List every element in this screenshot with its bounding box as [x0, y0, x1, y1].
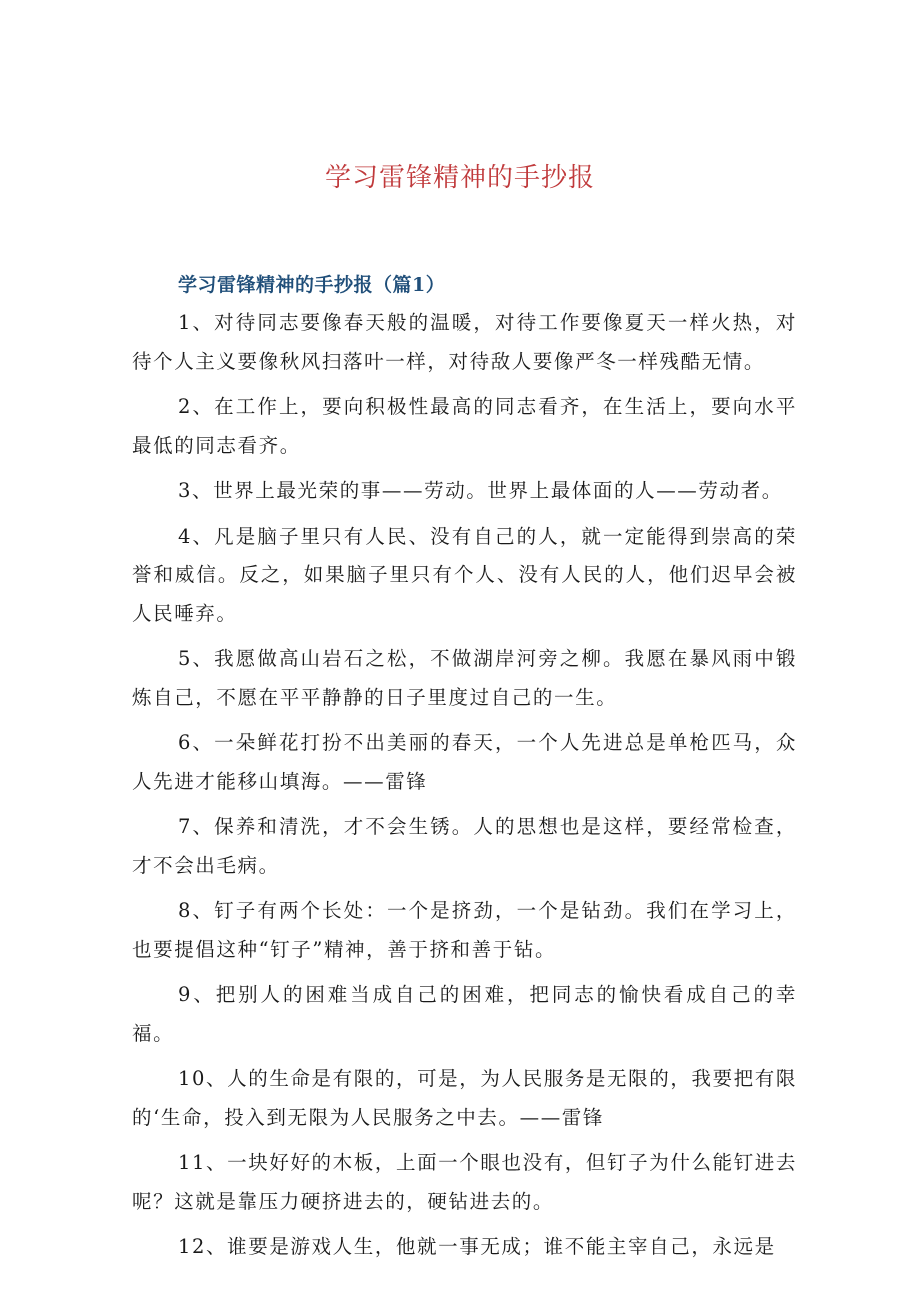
- page-title: 学习雷锋精神的手抄报: [324, 163, 595, 193]
- paragraph-11: 11、一块好好的木板，上面一个眼也没有，但钉子为什么能钉进去呢？这就是靠压力硬挤进去的，硬钻进去的。: [132, 1151, 797, 1213]
- paragraph-9: 9、把别人的困难当成自己的困难，把同志的愉快看成自己的幸福。: [132, 983, 797, 1045]
- paragraph-2: 2、在工作上，要向积极性最高的同志看齐，在生活上，要向水平最低的同志看齐。: [132, 395, 797, 457]
- paragraph-1: 1、对待同志要像春天般的温暖，对待工作要像夏天一样火热，对待个人主义要像秋风扫落叶一样，对待敌人要像严冬一样残酷无情。: [132, 311, 797, 373]
- paragraph-5: 5、我愿做高山岩石之松，不做湖岸河旁之柳。我愿在暴风雨中锻炼自己，不愿在平平静静的日子里度过自己的一生。: [132, 647, 797, 709]
- paragraph-4: 4、凡是脑子里只有人民、没有自己的人，就一定能得到崇高的荣誉和威信。反之，如果脑子里只有个人、没有人民的人，他们迟早会被人民唾弃。: [132, 524, 797, 625]
- paragraph-8: 8、钉子有两个长处：一个是挤劲，一个是钻劲。我们在学习上，也要提倡这种“钉子”精神，善于挤和善于钻。: [132, 899, 797, 961]
- paragraph-3: 3、世界上最光荣的事——劳动。世界上最体面的人——劳动者。: [178, 479, 783, 502]
- paragraph-7: 7、保养和清洗，才不会生锈。人的思想也是这样，要经常检查，才不会出毛病。: [132, 815, 797, 877]
- section-heading: 学习雷锋精神的手抄报（篇1）: [178, 274, 446, 296]
- body-text: [132, 304, 797, 1274]
- paragraph-10: 10、人的生命是有限的，可是，为人民服务是无限的，我要把有限的‘生命，投入到无限为人民服务之中去。——雷锋: [132, 1067, 797, 1129]
- paragraph-12: 12、谁要是游戏人生，他就一事无成；谁不能主宰自己，永远是: [178, 1235, 776, 1258]
- paragraph-6: 6、一朵鲜花打扮不出美丽的春天，一个人先进总是单枪匹马，众人先进才能移山填海。——雷锋: [132, 731, 797, 793]
